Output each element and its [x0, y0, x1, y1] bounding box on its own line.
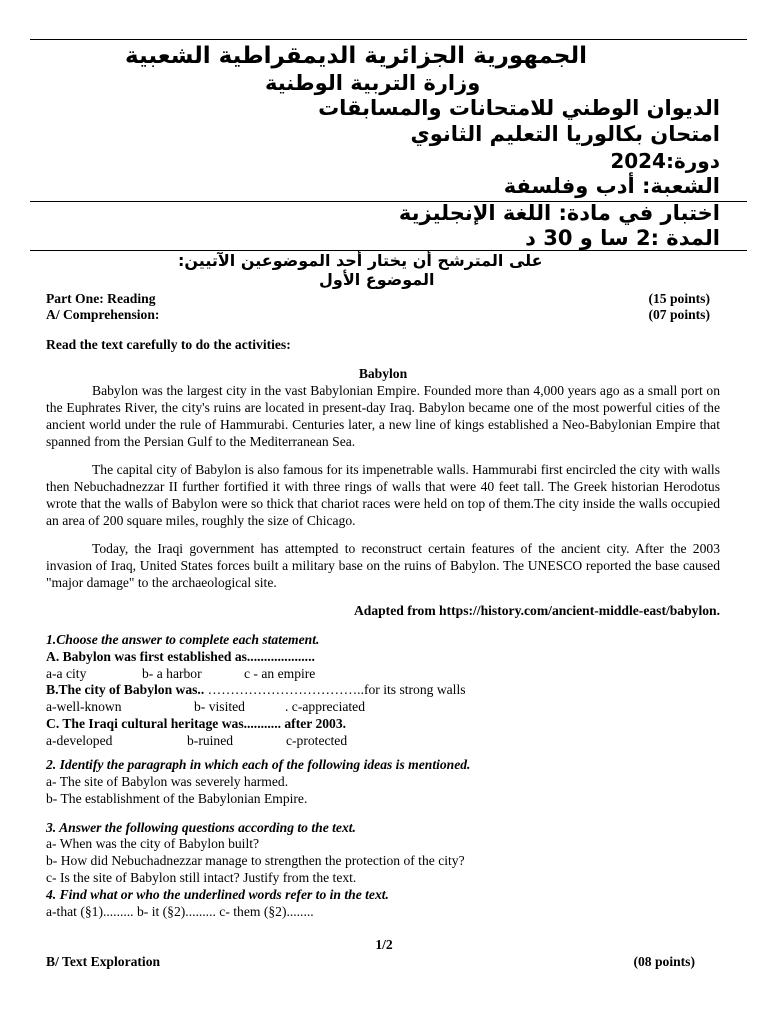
q2-item-b: b- The establishment of the Babylonian Empire. [46, 791, 308, 806]
q1-a-option-a: a-a city [46, 666, 87, 681]
q2-prompt: 2. Identify the paragraph in which each of the following ideas is mentioned. [46, 757, 471, 772]
top-rule [30, 39, 747, 40]
q4-items: a-that (§1)......... b- it (§2)......... c- them (§2)........ [46, 904, 314, 919]
stream-label: الشعبة: أدب وفلسفة [503, 174, 720, 198]
ministry-title: وزارة التربية الوطنية [265, 71, 481, 95]
exam-title: امتحان بكالوريا التعليم الثانوي [410, 122, 720, 146]
comprehension-points: (07 points) [648, 307, 710, 322]
q1-prompt: 1.Choose the answer to complete each statement. [46, 632, 320, 647]
part-one-points: (15 points) [648, 291, 710, 306]
paragraph-2: The capital city of Babylon is also famous for its impenetrable walls. Hammurabi first encircled the city with walls then Nebuchadnezzar II further fortified it with three rings of walls that were 40 feet tall. The Greek historian Herodotus wrote that the walls of Babylon were so thick that chariot races were held on top of them.The city inside the walls occupied an area of 200 square miles, roughly the size of Chicago. [46, 462, 720, 528]
republic-title: الجمهورية الجزائرية الديمقراطية الشعبية [125, 43, 588, 69]
q3-prompt: 3. Answer the following questions according to the text. [46, 820, 356, 835]
text-source: Adapted from https://history.com/ancient-middle-east/babylon. [353, 603, 720, 618]
q1-c-option-a: a-developed [46, 733, 113, 748]
q1-b-option-b: b- visited [194, 699, 245, 714]
q1-b-stem: B.The city of Babylon was.. [46, 682, 205, 697]
q1-a-option-b: b- a harbor [142, 666, 202, 681]
q1-c-option-b: b-ruined [187, 733, 234, 748]
q1-b-option-c: . c-appreciated [285, 699, 365, 714]
section-b-row [46, 954, 695, 971]
comprehension-title: A/ Comprehension: [46, 307, 160, 322]
q1-a-stem: A. Babylon was first established as.................... [46, 649, 315, 664]
duration-label: المدة :2 سا و 30 د [525, 226, 720, 250]
part-one-title: Part One: Reading [46, 291, 156, 306]
session-label: دورة:2024 [610, 149, 720, 173]
q4-prompt: 4. Find what or who the underlined words refer to in the text. [46, 887, 389, 902]
q1-b-blank: ……………………………..for its strong walls [204, 682, 466, 697]
text-title: Babylon [358, 366, 408, 381]
q3-item-b: b- How did Nebuchadnezzar manage to strengthen the protection of the city? [46, 853, 465, 868]
office-title: الديوان الوطني للامتحانات والمسابقات [318, 96, 720, 120]
page-number: 1/2 [375, 937, 393, 952]
q1-b-option-a: a-well-known [46, 699, 122, 714]
part-one-row [46, 291, 710, 308]
q3-item-c: c- Is the site of Babylon still intact? Justify from the text. [46, 870, 357, 885]
q3-item-a: a- When was the city of Babylon built? [46, 836, 260, 851]
reading-instruction: Read the text carefully to do the activities: [46, 337, 291, 352]
q1-c-stem: C. The Iraqi cultural heritage was........... after 2003. [46, 716, 347, 731]
q1-c-option-c: c-protected [286, 733, 348, 748]
section-b-title: B/ Text Exploration [46, 954, 161, 969]
q1-a-option-c: c - an empire [244, 666, 316, 681]
subject-label: اختبار في مادة: اللغة الإنجليزية [398, 201, 720, 225]
q1-b-line [46, 682, 720, 699]
section-b-points: (08 points) [633, 954, 695, 969]
comprehension-row [46, 307, 710, 324]
topic-label: الموضوع الأول [319, 270, 435, 289]
paragraph-3: Today, the Iraqi government has attempted to reconstruct certain features of the ancient city. After the 2003 invasion of Iraq, United States forces built a military base on the ruins of Babylon. The UNESCO reported the base caused "major damage" to the archaeological site. [46, 541, 720, 590]
choose-instruction: على المترشح أن يختار أحد الموضوعين الآتيين: [178, 251, 543, 270]
paragraph-1: Babylon was the largest city in the vast Babylonian Empire. Founded more than 4,000 years ago as a small port on the Euphrates River, the city's ruins are located in present-day Iraq. Babylon became one of the most powerful cities of the ancient world under the rule of Hammurabi. Centuries later, a new line of kings established a Neo-Babylonian Empire that spanned from the Persian Gulf to the Mediterranean Sea. [46, 383, 720, 449]
q2-item-a: a- The site of Babylon was severely harmed. [46, 774, 289, 789]
